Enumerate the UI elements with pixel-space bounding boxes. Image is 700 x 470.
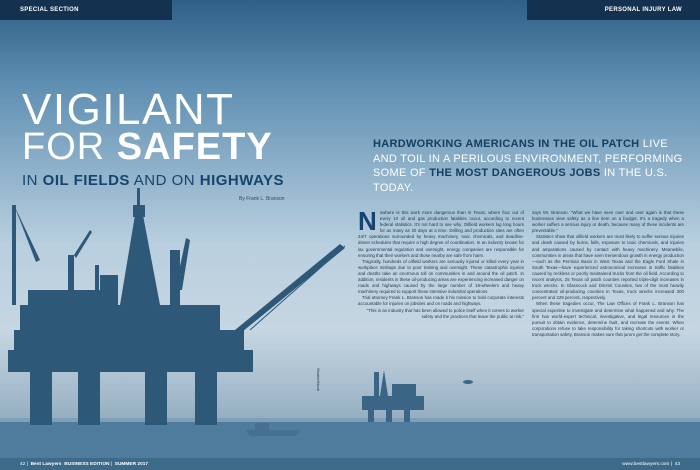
subtitle-part-a: IN	[22, 172, 43, 189]
section-tab-right: PERSONAL INJURY LAW	[527, 0, 700, 20]
section-tab-left: SPECIAL SECTION	[0, 0, 172, 20]
deck-part4: IN THE U.S. TODAY.	[373, 167, 668, 194]
footer-right: www.bestlawyers.com | 43	[622, 461, 680, 467]
headline-line1: VIGILANT	[22, 85, 235, 134]
headline-line2	[22, 128, 273, 166]
photo-credit: ShutterStock	[316, 368, 321, 391]
paragraph: When these tragedies occur, The Law Offices of Frank L. Branson has special expertise to investigate and determine what happened and why. The firm has world-expert technical, investigative, and legal resources in the pursuit to obtain evidence, determine fault, and recreate the events. When corporations refuse to take responsibility for taking shortcuts with worker or transportation safety, Branson makes sure that jurors get the complete story.	[532, 301, 684, 337]
website-url: www.bestlawyers.com	[622, 461, 670, 467]
body-column-2	[532, 210, 684, 338]
publication-name: Best Lawyers	[30, 461, 62, 467]
deck-part1: HARDWORKING AMERICANS IN THE OIL PATCH	[373, 138, 640, 150]
issue-date: SUMMER 2017	[114, 461, 149, 467]
page-footer	[0, 458, 700, 470]
headline-for: FOR	[22, 126, 117, 168]
page-number-left: 42	[20, 461, 26, 467]
paragraph: Tragically, hundreds of oilfield workers are seriously injured or killed every year in workplace mishaps due to poor training and oversight. These catastrophic injuries and deaths take an enormous toll on communities in and around the oil patch. In addition, residents in these oil-producing areas are experiencing increased danger on roads and highways caused by the large number of 18-wheelers and heavy machinery required to support these intensive industrial operations.	[358, 258, 524, 295]
paragraph: "This is an industry that has been allowed to police itself when it comes to worker safety and the practices that leave the public at risk,"	[366, 307, 524, 319]
paragraph: owhere is this work more dangerous than in Texas, where four out of every 10 oil and gas production fatalities occur, according to recent federal statistics. It's not hard to see why. Oilfield workers log long hours for as many as 20 days at a time. Drilling and production sites are often 24/7 operations surrounded by heavy machinery, toxic chemicals, and deadline-driven schedules that require a high degree of coordination. In an industry known for lax governmental regulation and oversight, energy companies are responsible for ensuring that their workers and those nearby are safe from harm.	[358, 210, 524, 258]
body-column-1	[358, 206, 524, 320]
footer-left: 42 | Best Lawyers BUSINESS EDITION | SUMMER 2017	[20, 461, 149, 467]
subtitle-part-d: HIGHWAYS	[199, 172, 285, 189]
edition-label: BUSINESS EDITION	[64, 461, 110, 467]
subtitle-part-b: OIL FIELDS	[42, 172, 130, 189]
byline: By Frank L. Branson	[239, 196, 285, 202]
headline-safety: SAFETY	[116, 126, 273, 168]
distant-rig	[362, 370, 424, 422]
subtitle-part-c: AND ON	[129, 172, 200, 189]
drop-cap: N	[358, 206, 377, 236]
deck-part3: THE MOST DANGEROUS JOBS	[429, 167, 601, 179]
paragraph: Statistics show that oilfield workers are most likely to suffer serious injuries and death caused by burns, falls, exposure to toxic chemicals, and injuries and amputations caused by contact with heavy machinery. Meanwhile, communities in areas that have seen tremendous growth in energy production—such as the Permian Basin in West Texas and the Eagle Ford Shale in South Texas—have experienced astronomical increases in traffic fatalities caused by reckless or poorly maintained trucks from the oil field. According to recent analysis, 25 Texas oil patch counties reported triple-digit increases in truck wrecks. In Glasscock and Dimmit Counties, two of the most heavily concentrated oil-producing counties in Texas, truck wrecks increased 300 percent and 229 percent, respectively.	[532, 234, 684, 301]
subheadline	[22, 172, 284, 189]
deck-part2: LIVE AND TOIL IN A PERILOUS ENVIRONMENT, PERFORMING SOME OF	[373, 138, 683, 179]
main-rig	[8, 188, 345, 425]
page-number-right: 43	[674, 461, 680, 467]
deck-text	[373, 137, 688, 195]
paragraph: says Mr. Branson. "What we have seen over and over again is that these businesses view safety as a line item on a budget. It's a tragedy when a worker suffers a serious injury or death, because many of these incidents are preventable."	[532, 210, 684, 234]
paragraph: Trial attorney Frank L. Branson has made it his mission to hold corporate interests accountable for injuries on jobsites and on roads and highways.	[358, 295, 524, 307]
